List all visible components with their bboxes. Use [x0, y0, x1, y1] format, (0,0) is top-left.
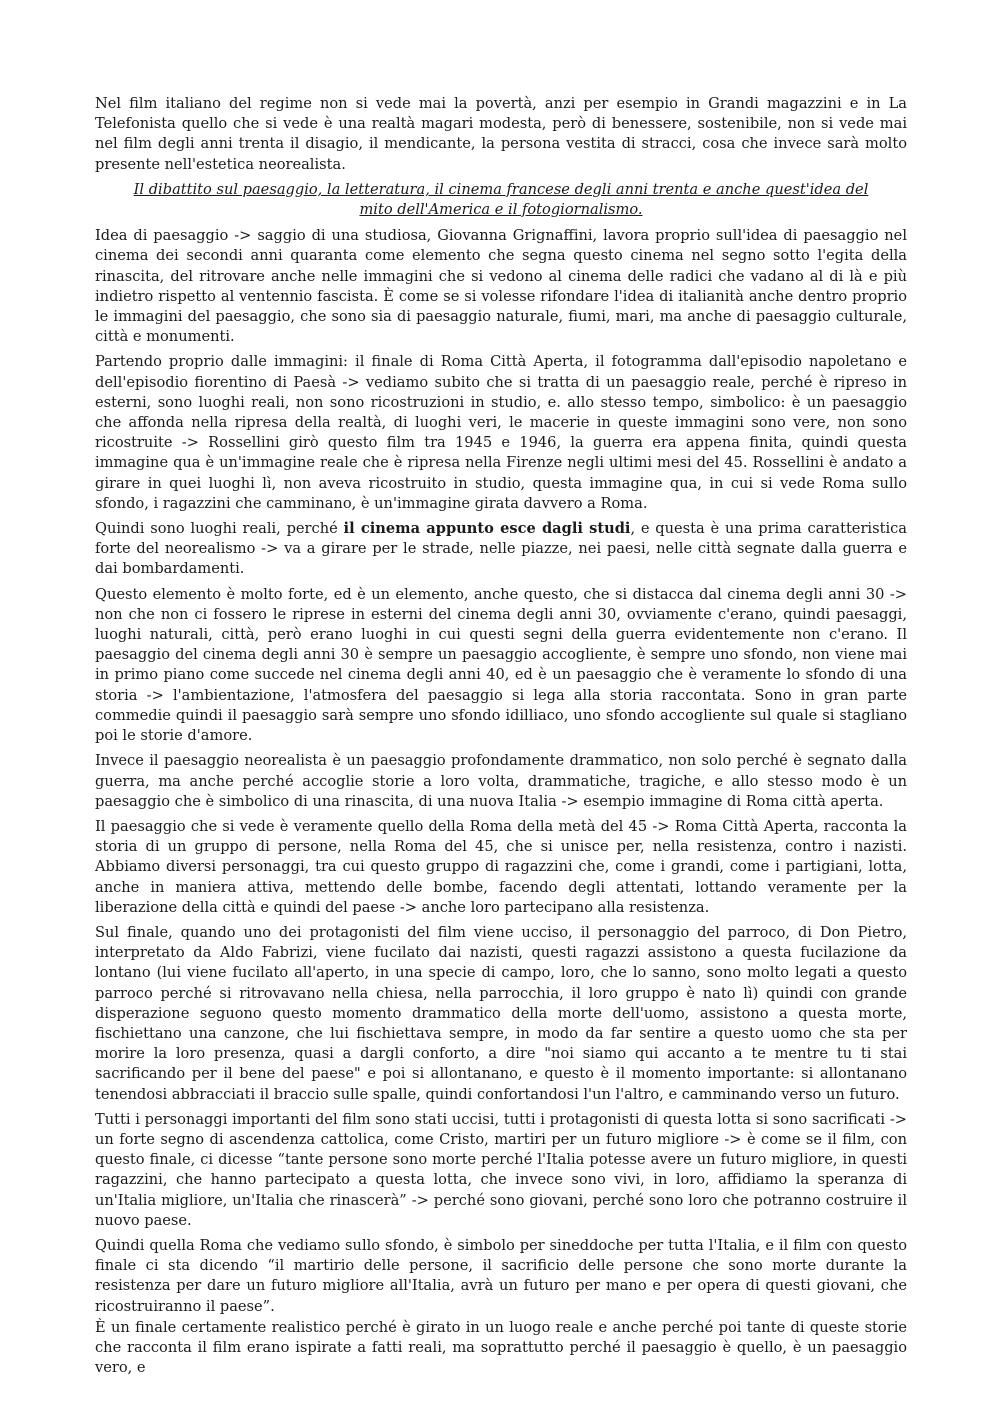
paragraph-finale: Sul finale, quando uno dei protagonisti del film viene ucciso, il personaggio del parroco, di Don Pietro, interpretato da Aldo Fabrizi, viene fucilato dai nazisti, questi ragazzi assistono a questa fucilazione da lontano (lui viene fucilato all'aperto, in una specie di campo, loro, che lo sanno, sono molto legati a questo parroco perché si ritrovavano nella chiesa, nella parrocchia, il loro gruppo è nato lì) quindi con grande disperazione seguono questo momento drammatico della morte dell'uomo, assistono a questa morte, fischiettano una canzone, che lui fischiettava sempre, in modo da far sentire a questo uomo che sta per morire la loro presenza, quasi a dargli conforto, a dire "noi siamo qui accanto a te mentre tu ti stai sacrificando per il bene del paese" e poi si allontanano, e questo è il momento importante: si allontanano tenendosi abbracciati il braccio sulle spalle, quindi confortandosi l'un l'altro, e camminando verso un futuro. — [95, 923, 907, 1103]
paragraph-neorealista: Invece il paesaggio neorealista è un paesaggio profondamente drammatico, non solo perché è segnato dalla guerra, ma anche perché accoglie storie a loro volta, drammatiche, tragiche, e allo stesso modo è un paesaggio che è simbolico di una rinascita, di una nuova Italia -> esempio immagine di Roma città aperta. — [95, 752, 907, 810]
paragraph-roma-45: Il paesaggio che si vede è veramente quello della Roma della metà del 45 -> Roma Città Aperta, racconta la storia di un gruppo di persone, nella Roma del 45, che si unisce per, nella resistenza, contro i nazisti. Abbiamo diversi personaggi, tra cui questo gruppo di ragazzini che, come i grandi, come i partigiani, lotta, anche in maniera attiva, mettendo delle bombe, facendo degli attentati, lottando veramente per la liberazione della città e quindi del paese -> anche loro partecipano alla resistenza. — [95, 817, 907, 916]
paragraph-luoghi-reali — [95, 519, 907, 580]
paragraph-realistico: È un finale certamente realistico perché è girato in un luogo reale e anche perché poi tante di queste storie che racconta il film erano ispirate a fatti reali, ma soprattutto perché il paesaggio è quello, è un paesaggio vero, e — [95, 1318, 907, 1377]
paragraph-luoghi-reali-after: , e questa è una prima caratteristica forte del neorealismo -> va a girare per le strade, nelle piazze, nei paesi, nelle città segnate dalla guerra e dai bombardamenti. — [95, 520, 907, 578]
paragraph-sineddoche: Quindi quella Roma che vediamo sullo sfondo, è simbolo per sineddoche per tutta l'Italia, e il film con questo finale ci sta dicendo “il martirio delle persone, il sacrificio delle persone che sono morte durante la resistenza per dare un futuro migliore all'Italia, avrà un futuro per mano e per opera di questi giovani, che ricostruiranno il paese”. — [95, 1236, 907, 1315]
paragraph-paesaggio: Idea di paesaggio -> saggio di una studiosa, Giovanna Grignaffini, lavora proprio sull'idea di paesaggio nel cinema dei secondi anni quaranta come elemento che segna questo cinema nel segno sotto l'egita della rinascita, del ritrovare anche nelle immagini che si vedono al cinema delle radici che vadano al di là e più indietro rispetto al ventennio fascista. È come se si volesse rifondare l'idea di italianità anche dentro proprio le immagini del paesaggio, che sono sia di paesaggio naturale, fiumi, mari, ma anche di paesaggio culturale, città e monumenti. — [95, 227, 907, 346]
paragraph-luoghi-reali-before: Quindi sono luoghi reali, perché — [95, 520, 344, 538]
paragraph-anni-30: Questo elemento è molto forte, ed è un elemento, anche questo, che si distacca dal cinema degli anni 30 -> non che non ci fossero le riprese in esterni del cinema degli anni 30, ovviamente c'erano, quindi paesaggi, luoghi naturali, città, però erano luoghi in cui questi segni della guerra evidentemente non c'erano. Il paesaggio del cinema degli anni 30 è sempre un paesaggio accogliente, è sempre uno sfondo, non viene mai in primo piano come succede nel cinema degli anni 40, ed è un paesaggio che è veramente lo sfondo di una storia -> l'ambientazione, l'atmosfera del paesaggio si lega alla storia raccontata. Sono in gran parte commedie quindi il paesaggio sarà sempre uno sfondo idilliaco, uno sfondo accogliente sul quale si stagliano poi le storie d'amore. — [95, 585, 907, 745]
paragraph-luoghi-reali-bold: il cinema appunto esce dagli studi — [343, 520, 631, 538]
section-heading: Il dibattito sul paesaggio, la letteratura, il cinema francese degli anni trenta e anche quest'idea del mito dell'America e il fotogiornalismo. — [133, 180, 869, 219]
document-page — [95, 94, 907, 1383]
paragraph-intro: Nel film italiano del regime non si vede mai la povertà, anzi per esempio in Grandi magazzini e in La Telefonista quello che si vede è una realtà magari modesta, però di benessere, sostenibile, non si vede mai nel film degli anni trenta il disagio, il mendicante, la persona vestita di stracci, cosa che invece sarà molto presente nell'estetica neorealista. — [95, 95, 907, 173]
paragraph-immagini: Partendo proprio dalle immagini: il finale di Roma Città Aperta, il fotogramma dall'episodio napoletano e dell'episodio fiorentino di Paesà -> vediamo subito che si tratta di un paesaggio reale, perché è ripreso in esterni, sono luoghi reali, non sono ricostruzioni in studio, e. allo stesso tempo, simbolico: è un paesaggio che affonda nella ripresa della realtà, di luoghi veri, le macerie in queste immagini sono vere, non sono ricostruite -> Rossellini girò questo film tra 1945 e 1946, la guerra era appena finita, quindi questa immagine qua è un'immagine reale che è ripresa nella Firenze negli ultimi mesi del 45. Rossellini è andato a girare in quei luoghi lì, non aveva ricostruito in studio, questa immagine qua, in cui si vede Roma sullo sfondo, i ragazzini che camminano, è un'immagine girata davvero a Roma. — [95, 353, 907, 512]
paragraph-personaggi: Tutti i personaggi importanti del film sono stati uccisi, tutti i protagonisti di questa lotta si sono sacrificati -> un forte segno di ascendenza cattolica, come Cristo, martiri per un futuro migliore -> è come se il film, con questo finale, ci dicesse “tante persone sono morte perché l'Italia potesse avere un futuro migliore, in questi ragazzini, che hanno partecipato a questa lotta, che invece sono vivi, in loro, affidiamo la speranza di un'Italia migliore, un'Italia che rinascerà” -> perché sono giovani, perché sono loro che potranno costruire il nuovo paese. — [95, 1110, 907, 1229]
